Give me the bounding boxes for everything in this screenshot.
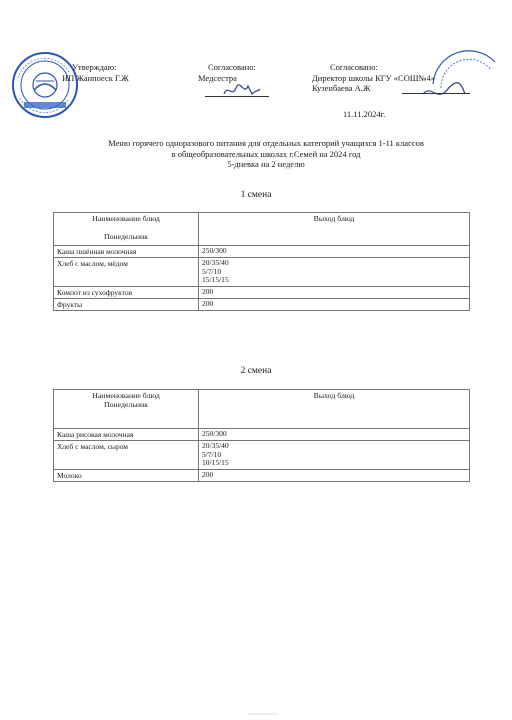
dish-name-header: Наименование блюд Понедельник — [54, 213, 199, 246]
table-row — [54, 246, 470, 258]
shift-1-table — [53, 212, 470, 311]
approval-block — [62, 62, 129, 83]
output-header: Выход блюд — [199, 213, 470, 246]
dish-name: Каша пшённая молочная — [54, 246, 199, 258]
agreement-title: Согласовано: — [330, 62, 378, 72]
dish-name: Фрукты — [54, 298, 199, 310]
dish-output: 200 — [199, 286, 470, 298]
menu-title — [40, 138, 492, 170]
dish-name: Хлеб с маслом, сыром — [54, 441, 199, 470]
table-row — [54, 429, 470, 441]
shift-2-table — [53, 389, 470, 482]
approval-title: Утверждаю: — [72, 62, 117, 72]
nurse-signature-icon — [222, 80, 262, 100]
dish-output: 20/35/40 5/7/10 10/15/15 — [199, 441, 470, 470]
dish-name: Каша рисовая молочная — [54, 429, 199, 441]
director-agreement-block — [312, 62, 435, 94]
table-row — [54, 298, 470, 310]
table-row — [54, 286, 470, 298]
director-name: Кузенбаева А.Ж — [312, 83, 371, 93]
title-line-1: Меню горячего одноразового питания для отдельных категорий учащихся 1-11 классов — [108, 138, 424, 148]
table-header-row — [54, 213, 470, 246]
director-signature-line — [402, 93, 470, 94]
table-row — [54, 258, 470, 287]
dish-name: Хлеб с маслом, мёдом — [54, 258, 199, 287]
dish-output: 20/35/40 5/7/10 15/15/15 — [199, 258, 470, 287]
dish-name-header: Наименование блюд Понедельник — [54, 390, 199, 429]
approval-date: 11.11.2024г. — [343, 109, 386, 119]
dish-name: Компот из сухофруктов — [54, 286, 199, 298]
shift-1-label: 1 смена — [240, 190, 272, 200]
nurse-role: Медсестра — [198, 72, 237, 83]
dish-output: 200 — [199, 298, 470, 310]
dish-output: 250/300 — [199, 246, 470, 258]
director-role: Директор школы КГУ «СОШ№4» — [312, 72, 436, 83]
dish-output: 250/300 — [199, 429, 470, 441]
table-row — [54, 469, 470, 481]
title-line-2: в общеобразовательных школах г.Семей на 2024 год — [171, 148, 361, 159]
dish-name: Молоко — [54, 469, 199, 481]
approver-name: ИП Жанпоеск Г.Ж — [62, 72, 129, 83]
output-header: Выход блюд — [199, 390, 470, 429]
dish-output: 200 — [199, 469, 470, 481]
title-line-3: 5-дневка на 2 неделю — [227, 159, 305, 169]
agreement-title: Согласовано: — [208, 62, 256, 72]
scan-mark-icon — [248, 712, 278, 716]
table-row — [54, 441, 470, 470]
round-stamp-icon — [10, 48, 80, 122]
table-header-row — [54, 390, 470, 429]
shift-2-label: 2 смена — [240, 366, 272, 376]
